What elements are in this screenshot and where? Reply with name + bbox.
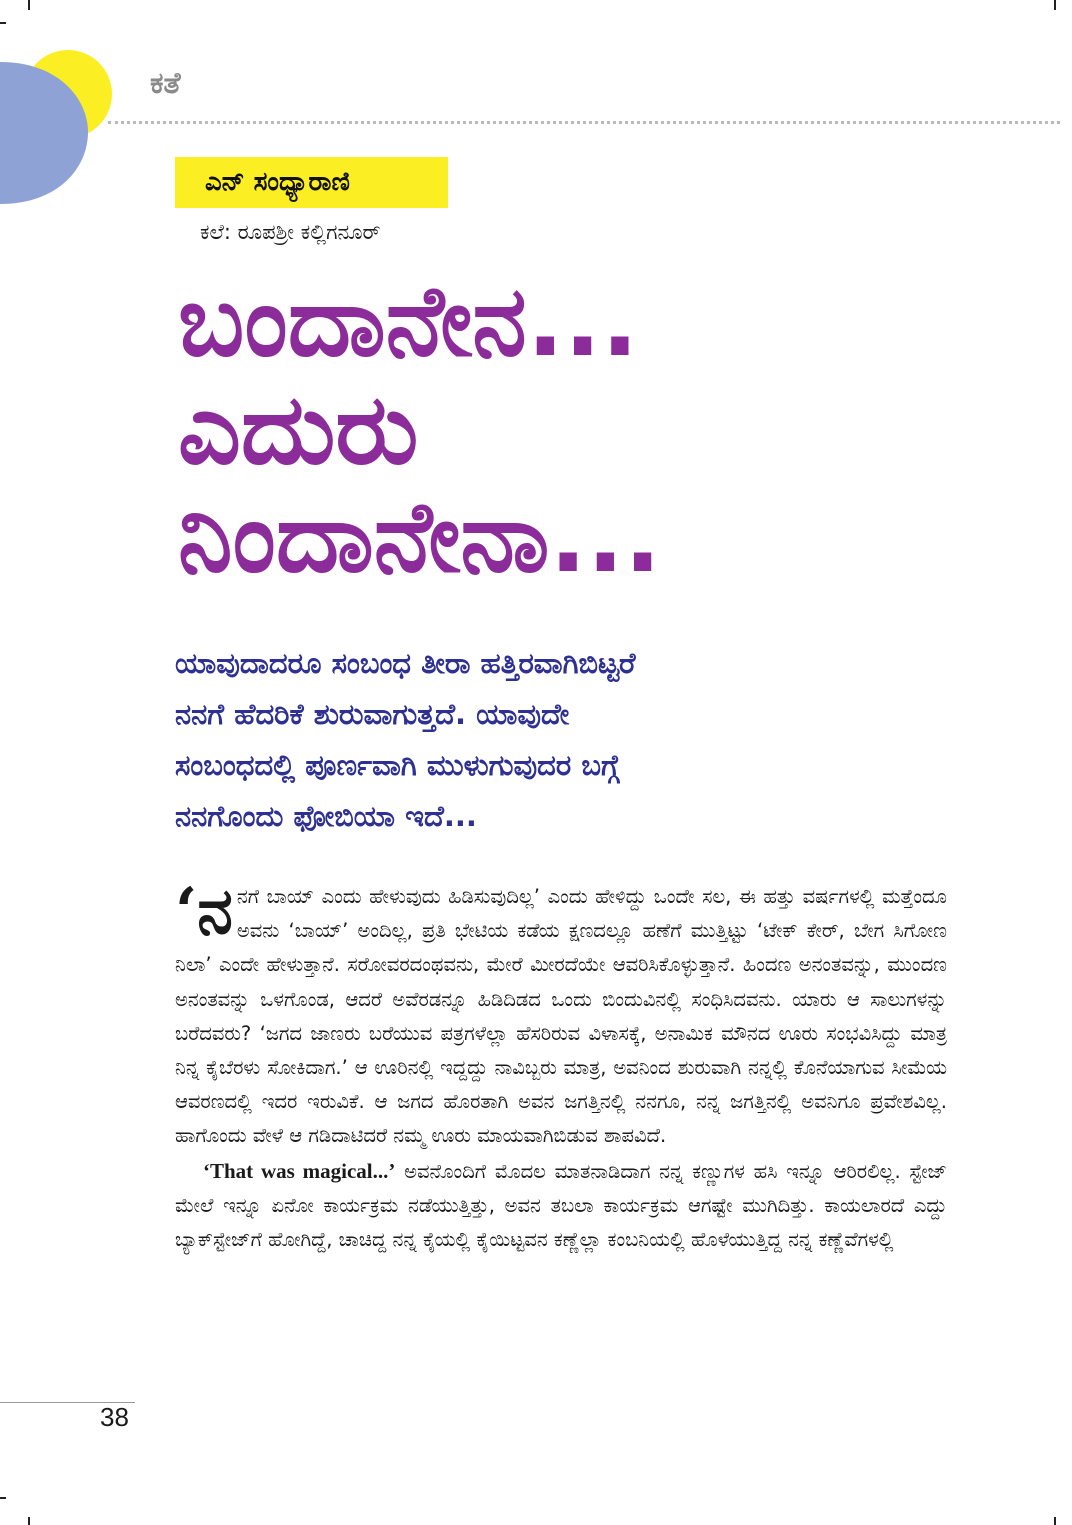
crop-mark-bottom-left — [28, 1517, 30, 1525]
page-number: 38 — [100, 1402, 129, 1432]
crop-mark-top-right — [1054, 0, 1056, 10]
paragraph-1-text: ನಗೆ ಬಾಯ್‌ ಎಂದು ಹೇಳುವುದು ಹಿಡಿಸುವುದಿಲ್ಲ’ ಎಂದು ಹೇಳಿದ್ದು ಒಂದೇ ಸಲ, ಈ ಹತ್ತು ವರ್ಷಗಳಲ್ಲಿ ಮತ್ತೆಂದೂ ಅವನು ‘ಬಾಯ್‌’ ಅಂದಿಲ್ಲ, ಪ್ರತಿ ಭೇಟಿಯ ಕಡೆಯ ಕ್ಷಣದಲ್ಲೂ ಹಣೆಗೆ ಮುತ್ತಿಟ್ಟು ‘ಟೇಕ್‌ ಕೇರ್‌, ಬೇಗ ಸಿಗೋಣ ನಿಲಾ’ ಎಂದೇ ಹೇಳುತ್ತಾನೆ. ಸರೋವರದಂಥವನು, ಮೇರೆ ಮೀರದೆಯೇ ಆವರಿಸಿಕೊಳ್ಳುತ್ತಾನೆ. ಹಿಂದಣ ಅನಂತವನ್ನು, ಮುಂದಣ ಅನಂತವನ್ನು ಒಳಗೊಂಡ, ಆದರೆ ಅವೆರಡನ್ನೂ ಹಿಡಿದಿಡದ ಒಂದು ಬಿಂದುವಿನಲ್ಲಿ ಸಂಧಿಸಿದವನು. ಯಾರು ಆ ಸಾಲುಗಳನ್ನು ಬರೆದವರು? ‘ಜಗದ ಜಾಣರು ಬರೆಯುವ ಪತ್ರಗಳೆಲ್ಲಾ ಹೆಸರಿರುವ ವಿಳಾಸಕ್ಕೆ, ಅನಾಮಿಕ ಮೌನದ ಊರು ಸಂಭವಿಸಿದ್ದು ಮಾತ್ರ ನಿನ್ನ ಕೈಬೆರಳು ಸೋಕಿದಾಗ.’ ಆ ಊರಿನಲ್ಲಿ ಇದ್ದದ್ದು ನಾವಿಬ್ಬರು ಮಾತ್ರ, ಅವನಿಂದ ಶುರುವಾಗಿ ನನ್ನಲ್ಲಿ ಕೊನೆಯಾಗುವ ಸೀಮೆಯ ಆವರಣದಲ್ಲಿ ಇದರ ಇರುವಿಕೆ. ಆ ಜಗದ ಹೊರತಾಗಿ ಅವನ ಜಗತ್ತಿನಲ್ಲಿ ನನಗೂ, ನನ್ನ ಜಗತ್ತಿನಲ್ಲಿ ಅವನಿಗೂ ಪ್ರವೇಶವಿಲ್ಲ. ಹಾಗೊಂದು ವೇಳೆ ಆ ಗಡಿದಾಟಿದರೆ ನಮ್ಮ ಊರು ಮಾಯವಾಗಿಬಿಡುವ ಶಾಪವಿದೆ. — [175, 885, 947, 1148]
dotted-divider — [108, 121, 1060, 124]
crop-mark-left-lower — [0, 1497, 6, 1499]
crop-mark-left-upper — [0, 22, 6, 24]
drop-cap: ‘ನ — [175, 874, 233, 949]
subtitle-line-3: ಸಂಬಂಧದಲ್ಲಿ ಪೂರ್ಣವಾಗಿ ಮುಳುಗುವುದರ ಬಗ್ಗೆ — [175, 748, 620, 782]
crop-mark-bottom-right — [1054, 1517, 1056, 1525]
subtitle-line-2: ನನಗೆ ಹೆದರಿಕೆ ಶುರುವಾಗುತ್ತದೆ. ಯಾವುದೇ — [175, 697, 570, 731]
illustrator-credit: ಕಲೆ: ರೂಪಶ್ರೀ ಕಲ್ಲಿಗನೂರ್‌ — [200, 220, 381, 244]
title-line-3: ನಿಂದಾನೇನಾ... — [178, 481, 662, 595]
decorative-circles — [0, 50, 120, 210]
author-name: ಎನ್‌ ಸಂಧ್ಯಾರಾಣಿ — [175, 157, 448, 208]
paragraph-2-text: ಅವನೊಂದಿಗೆ ಮೊದಲ ಮಾತನಾಡಿದಾಗ ನನ್ನ ಕಣ್ಣುಗಳ ಹಸಿ ಇನ್ನೂ ಆರಿರಲಿಲ್ಲ. ಸ್ಟೇಜ್‌ ಮೇಲೆ ಇನ್ನೂ ಏನೋ ಕಾರ್ಯಕ್ರಮ ನಡೆಯುತ್ತಿತ್ತು, ಅವನ ತಬಲಾ ಕಾರ್ಯಕ್ರಮ ಆಗಷ್ಟೇ ಮುಗಿದಿತ್ತು. ಕಾಯಲಾರದೆ ಎದ್ದು ಬ್ಯಾಕ್‌ಸ್ಟೇಜ್‌ಗೆ ಹೋಗಿದ್ದೆ, ಚಾಚಿದ್ದ ನನ್ನ ಕೈಯಲ್ಲಿ ಕೈಯಿಟ್ಟವನ ಕಣ್ಣೆಲ್ಲಾ ಕಂಬನಿಯಲ್ಲಿ ಹೊಳೆಯುತ್ತಿದ್ದ ನನ್ನ ಕಣ್ಣೆವೆಗಳಲ್ಲಿ — [175, 1159, 947, 1252]
title-line-2: ಎದುರು — [178, 373, 419, 487]
story-body — [175, 874, 947, 1257]
title-line-1: ಬಂದಾನೇನ... — [178, 265, 639, 379]
paragraph-1 — [175, 874, 947, 1154]
subtitle-line-1: ಯಾವುದಾದರೂ ಸಂಬಂಧ ತೀರಾ ಹತ್ತಿರವಾಗಿಬಿಟ್ಟರೆ — [175, 646, 636, 680]
story-subtitle — [175, 638, 975, 842]
subtitle-line-4: ನನಗೊಂದು ಫೋಬಿಯಾ ಇದೆ... — [175, 799, 477, 833]
crop-mark-top-left — [28, 0, 30, 10]
english-quote: ‘That was magical...’ — [203, 1158, 396, 1183]
section-label: ಕತೆ — [150, 66, 181, 101]
paragraph-2 — [175, 1154, 947, 1258]
story-title — [178, 265, 1038, 595]
